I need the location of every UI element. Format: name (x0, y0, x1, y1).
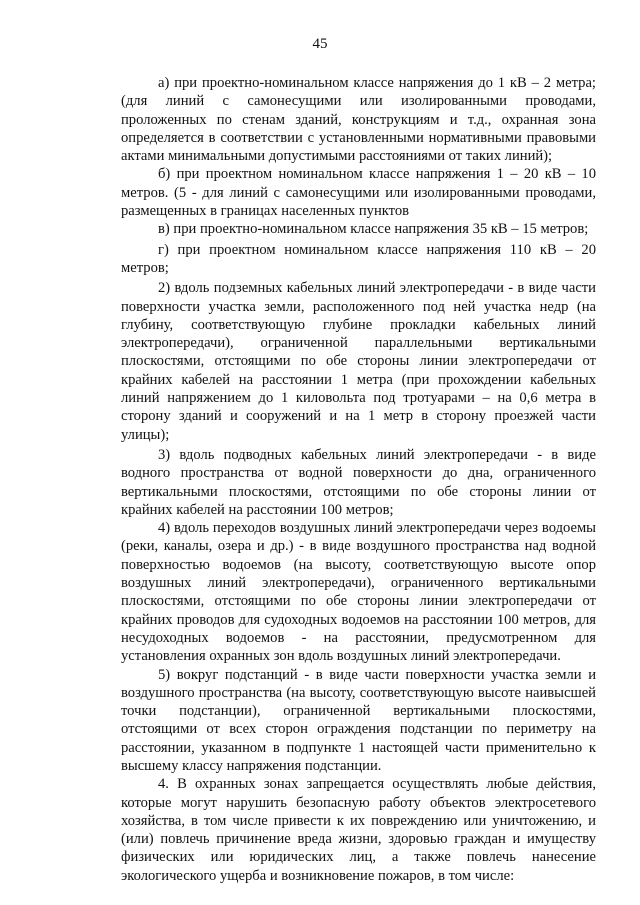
paragraph-item-3: 3) вдоль подводных кабельных линий электропередачи - в виде водного пространства от водной поверхности до дна, ограниченного вертикальными плоскостями, отстоящими по обе стороны линии от крайних кабелей на расстоянии 100 метров; (121, 446, 596, 518)
paragraph-item-2: 2) вдоль подземных кабельных линий электропередачи - в виде части поверхности участка земли, расположенного под ней участка недр (на глубину, соответствующую глубине прокладки кабельных линий электропередачи), ограниченной параллельными вертикальными плоскостями, отстоящими по обе стороны линии электропередачи от крайних кабелей на расстоянии 1 метра (при прохождении кабельных линий напряжением до 1 киловольта под тротуарами – на 0,6 метра в сторону зданий и сооружений и на 1 метр в сторону проезжей части улицы); (121, 280, 596, 443)
paragraph-item-v: в) при проектно-номинальном классе напряжения 35 кВ – 15 метров; (158, 221, 589, 238)
page-number: 45 (312, 36, 328, 52)
paragraph-section-4: 4. В охранных зонах запрещается осуществлять любые действия, которые могут нарушить безопасную работу объектов электросетевого хозяйства, в том числе привести к их повреждению или уничтожению, и (или) повлечь причинение вреда жизни, здоровью граждан и имуществу физических или юридических лиц, а также повлечь нанесение экологического ущерба и возникновение пожаров, в том числе: (121, 776, 596, 884)
paragraph-item-b: б) при проектном номинальном классе напряжения 1 – 20 кВ – 10 метров. (5 - для линий с самонесущими или изолированными проводами, размещенных в границах населенных пунктов (121, 166, 596, 220)
document-body (121, 74, 596, 885)
paragraph-item-g: г) при проектном номинальном классе напряжения 110 кВ – 20 метров; (121, 241, 596, 276)
paragraph-item-5: 5) вокруг подстанций - в виде части поверхности участка земли и воздушного пространства (на высоту, соответствующую высоте наивысшей точки подстанции), ограниченной вертикальными плоскостями, отстоящими от всех сторон ограждения подстанции по периметру на расстоянии, указанном в подпункте 1 настоящей части применительно к высшему классу напряжения подстанции. (121, 666, 596, 774)
paragraph-item-a: а) при проектно-номинальном классе напряжения до 1 кВ – 2 метра; (для линий с самонесущими или изолированными проводами, проложенных по стенам зданий, конструкциям и т.д., охранная зона определяется в соответствии с установленными нормативными правовыми актами минимальными допустимыми расстояниями от таких линий); (121, 75, 596, 165)
paragraph-item-4: 4) вдоль переходов воздушных линий электропередачи через водоемы (реки, каналы, озера и др.) - в виде воздушного пространства над водной поверхностью водоемов (на высоту, соответствующую высоте опор воздушных линий электропередачи), ограниченного вертикальными плоскостями, отстоящими по обе стороны линии электропередачи от крайних проводов для судоходных водоемов на расстоянии 100 метров, для несудоходных водоемов - на расстоянии, предусмотренном для установления охранных зон вдоль воздушных линий электропередачи. (121, 520, 596, 665)
